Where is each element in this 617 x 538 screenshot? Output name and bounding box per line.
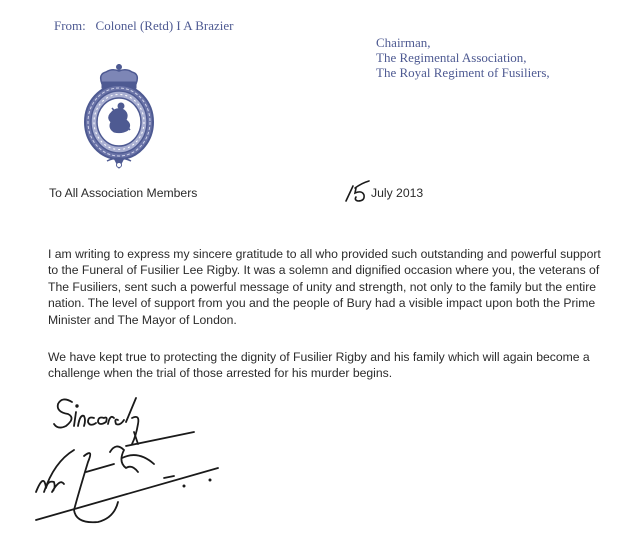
date-month-year: July 2013	[371, 186, 424, 200]
handwritten-day	[344, 178, 372, 204]
body-paragraph: I am writing to express my sincere gratitude to all who provided such outstanding and powerful support to the Funeral of Fusilier Lee Rigby. It was a solemn and dignified occasion where you, the veterans of The Fusiliers, sent such a powerful message of unity and strength, not only to the family but the entire nation. The level of support from you and the people of Bury had a visible impact upon both the Prime Minister and The Mayor of London.	[48, 247, 601, 327]
crest-graphic	[74, 62, 164, 172]
regimental-crest-icon	[74, 62, 164, 172]
body-paragraph: We have kept true to protecting the dignity of Fusilier Rigby and his family which will again become a challenge when the trial of those arrested for his murder begins.	[48, 350, 590, 381]
sender-name: Colonel (Retd) I A Brazier	[95, 18, 234, 33]
sender-title-line: Chairman,	[376, 35, 431, 50]
handwritten-signature	[14, 392, 234, 532]
sender-title-line: The Royal Regiment of Fusiliers,	[376, 65, 550, 80]
from-label: From:	[54, 18, 86, 33]
handwritten-day-graphic	[344, 178, 372, 204]
signature-graphic	[14, 392, 234, 532]
recipient-line: To All Association Members	[49, 186, 198, 200]
sender-line	[54, 18, 233, 33]
sender-title-line: The Regimental Association,	[376, 50, 527, 65]
sender-title-block	[376, 35, 550, 80]
